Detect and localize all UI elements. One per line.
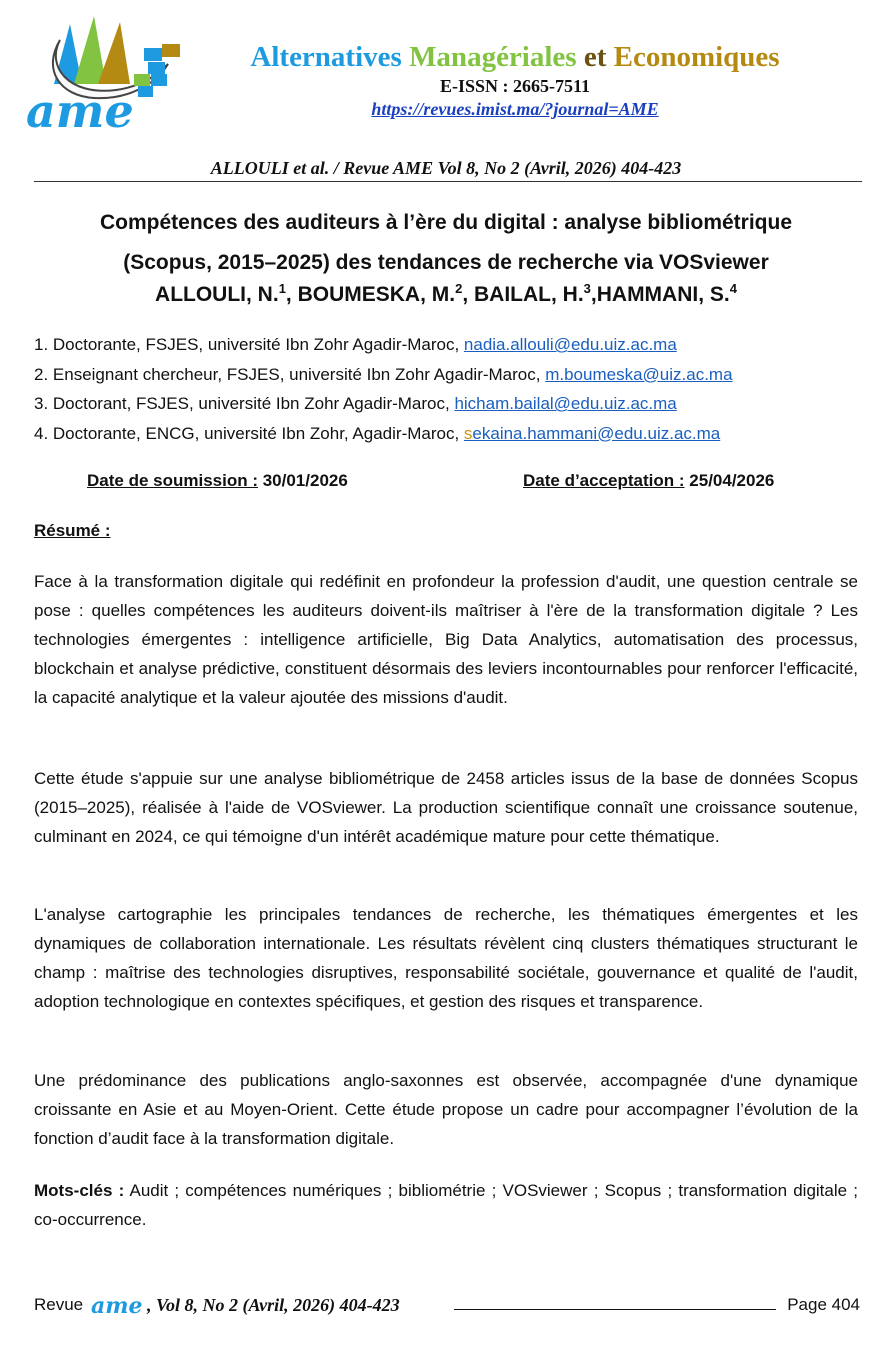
acceptance-date: Date d’acceptation : 25/04/2026 <box>523 471 775 490</box>
running-head: ALLOULI et al. / Revue AME Vol 8, No 2 (Avril, 2026) 404-423 <box>210 158 682 178</box>
title-line-2: (Scopus, 2015–2025) des tendances de recherche via VOSviewer <box>123 251 769 274</box>
affiliation-item: 2. Enseignant chercheur, FSJES, université Ibn Zohr Agadir-Maroc, m.boumeska@uiz.ac.ma <box>34 364 733 384</box>
logo-text: ame <box>26 84 134 130</box>
email-link[interactable]: nadia.allouli@edu.uiz.ac.ma <box>463 335 677 354</box>
paper-title <box>34 203 858 283</box>
author: BAILAL, H. <box>474 283 584 306</box>
footer-revue: Revue <box>34 1295 84 1314</box>
logo-triangle-gold <box>98 22 130 84</box>
abstract-paragraph-1: Face à la transformation digitale qui redéfinit en profondeur la profession d'audit, une question centrale se pose : quelles compétences les auditeurs doivent-ils maîtriser à l'ère de la transformation digitale ? Les technologies émergentes : intelligence artificielle, Big Data Analytics, automatisation des processus, blockchain et analyse prédictive, constituent désormais des leviers incontournables pour renforcer l'efficacité, la capacité analytique et la valeur ajoutée des missions d'audit. <box>34 572 858 707</box>
affiliation-item: 1. Doctorante, FSJES, université Ibn Zohr Agadir-Maroc, nadia.allouli@edu.uiz.ac.ma <box>34 335 677 354</box>
keywords-list: Audit ; compétences numériques ; bibliométrie ; VOSviewer ; Scopus ; transformation digitale ; co-occurrence. <box>34 1181 858 1229</box>
affiliation-item: 4. Doctorante, ENCG, université Ibn Zohr, Agadir-Maroc, sekaina.hammani@edu.uiz.ac.ma <box>34 423 721 443</box>
svg-text:ame: ame <box>91 1294 143 1316</box>
keywords <box>34 1176 858 1234</box>
header-divider <box>34 181 862 182</box>
email-link[interactable]: sekaina.hammani@edu.uiz.ac.ma <box>463 423 721 443</box>
email-link[interactable]: m.boumeska@uiz.ac.ma <box>545 364 733 384</box>
author: HAMMANI, S. <box>596 283 730 306</box>
journal-logo <box>24 14 189 130</box>
logo-triangle-green <box>74 16 106 84</box>
keywords-label: Mots-clés : <box>34 1181 125 1200</box>
abstract-paragraph-3: L'analyse cartographie les principales tendances de recherche, les thématiques émergentes et les dynamiques de collaboration internationale. Les résultats révèlent cinq clusters thématiques structurant le champ : maîtrise des technologies disruptives, responsabilité sociétale, gouvernance et qualité de l'audit, adoption technologique en contextes spécifiques, et gestion des risques et transparence. <box>34 905 858 1011</box>
issn: E-ISSN : 2665-7511 <box>439 76 591 96</box>
email-link[interactable]: hicham.bailal@edu.uiz.ac.ma <box>454 394 677 413</box>
submission-date: Date de soumission : 30/01/2026 <box>87 471 348 490</box>
journal-title: Alternatives Managériales et Economiques <box>250 41 780 73</box>
footer-logo <box>91 1294 147 1316</box>
author: ALLOULI, N. <box>155 283 279 306</box>
affiliations <box>34 330 864 448</box>
footer-rule <box>454 1309 776 1310</box>
abstract-paragraph-2: Cette étude s'appuie sur une analyse bibliométrique de 2458 articles issus de la base de données Scopus (2015–2025), réalisée à l'aide de VOSviewer. La production scientifique connaît une croissance soutenue, culminant en 2024, ce qui témoigne d'un intérêt académique mature pour cette thématique. <box>34 769 858 846</box>
affiliation-item: 3. Doctorant, FSJES, université Ibn Zohr Agadir-Maroc, hicham.bailal@edu.uiz.ac.ma <box>34 394 677 413</box>
author-list: ALLOULI, N.$^1$, BOUMESKA, M.$^2$, BAILAL, H.$^3$,HAMMANI, S.$^4$ <box>155 281 737 306</box>
page-footer <box>34 1292 860 1318</box>
abstract-paragraph-4: Une prédominance des publications anglo-saxonnes est observée, accompagnée d'une dynamique croissante en Asie et au Moyen-Orient. Cette étude propose un cadre pour accompagner l’évolution de la fonction d’audit face à la transformation digitale. <box>34 1071 858 1148</box>
title-line-1: Compétences des auditeurs à l’ère du digital : analyse bibliométrique <box>99 211 792 234</box>
author: BOUMESKA, M. <box>297 283 456 306</box>
footer-citation: , Vol 8, No 2 (Avril, 2026) 404-423 <box>147 1295 400 1315</box>
journal-url-link[interactable]: https://revues.imist.ma/?journal=AME <box>371 99 659 119</box>
page-number: Page 404 <box>787 1295 860 1314</box>
abstract-heading: Résumé : <box>34 521 111 540</box>
